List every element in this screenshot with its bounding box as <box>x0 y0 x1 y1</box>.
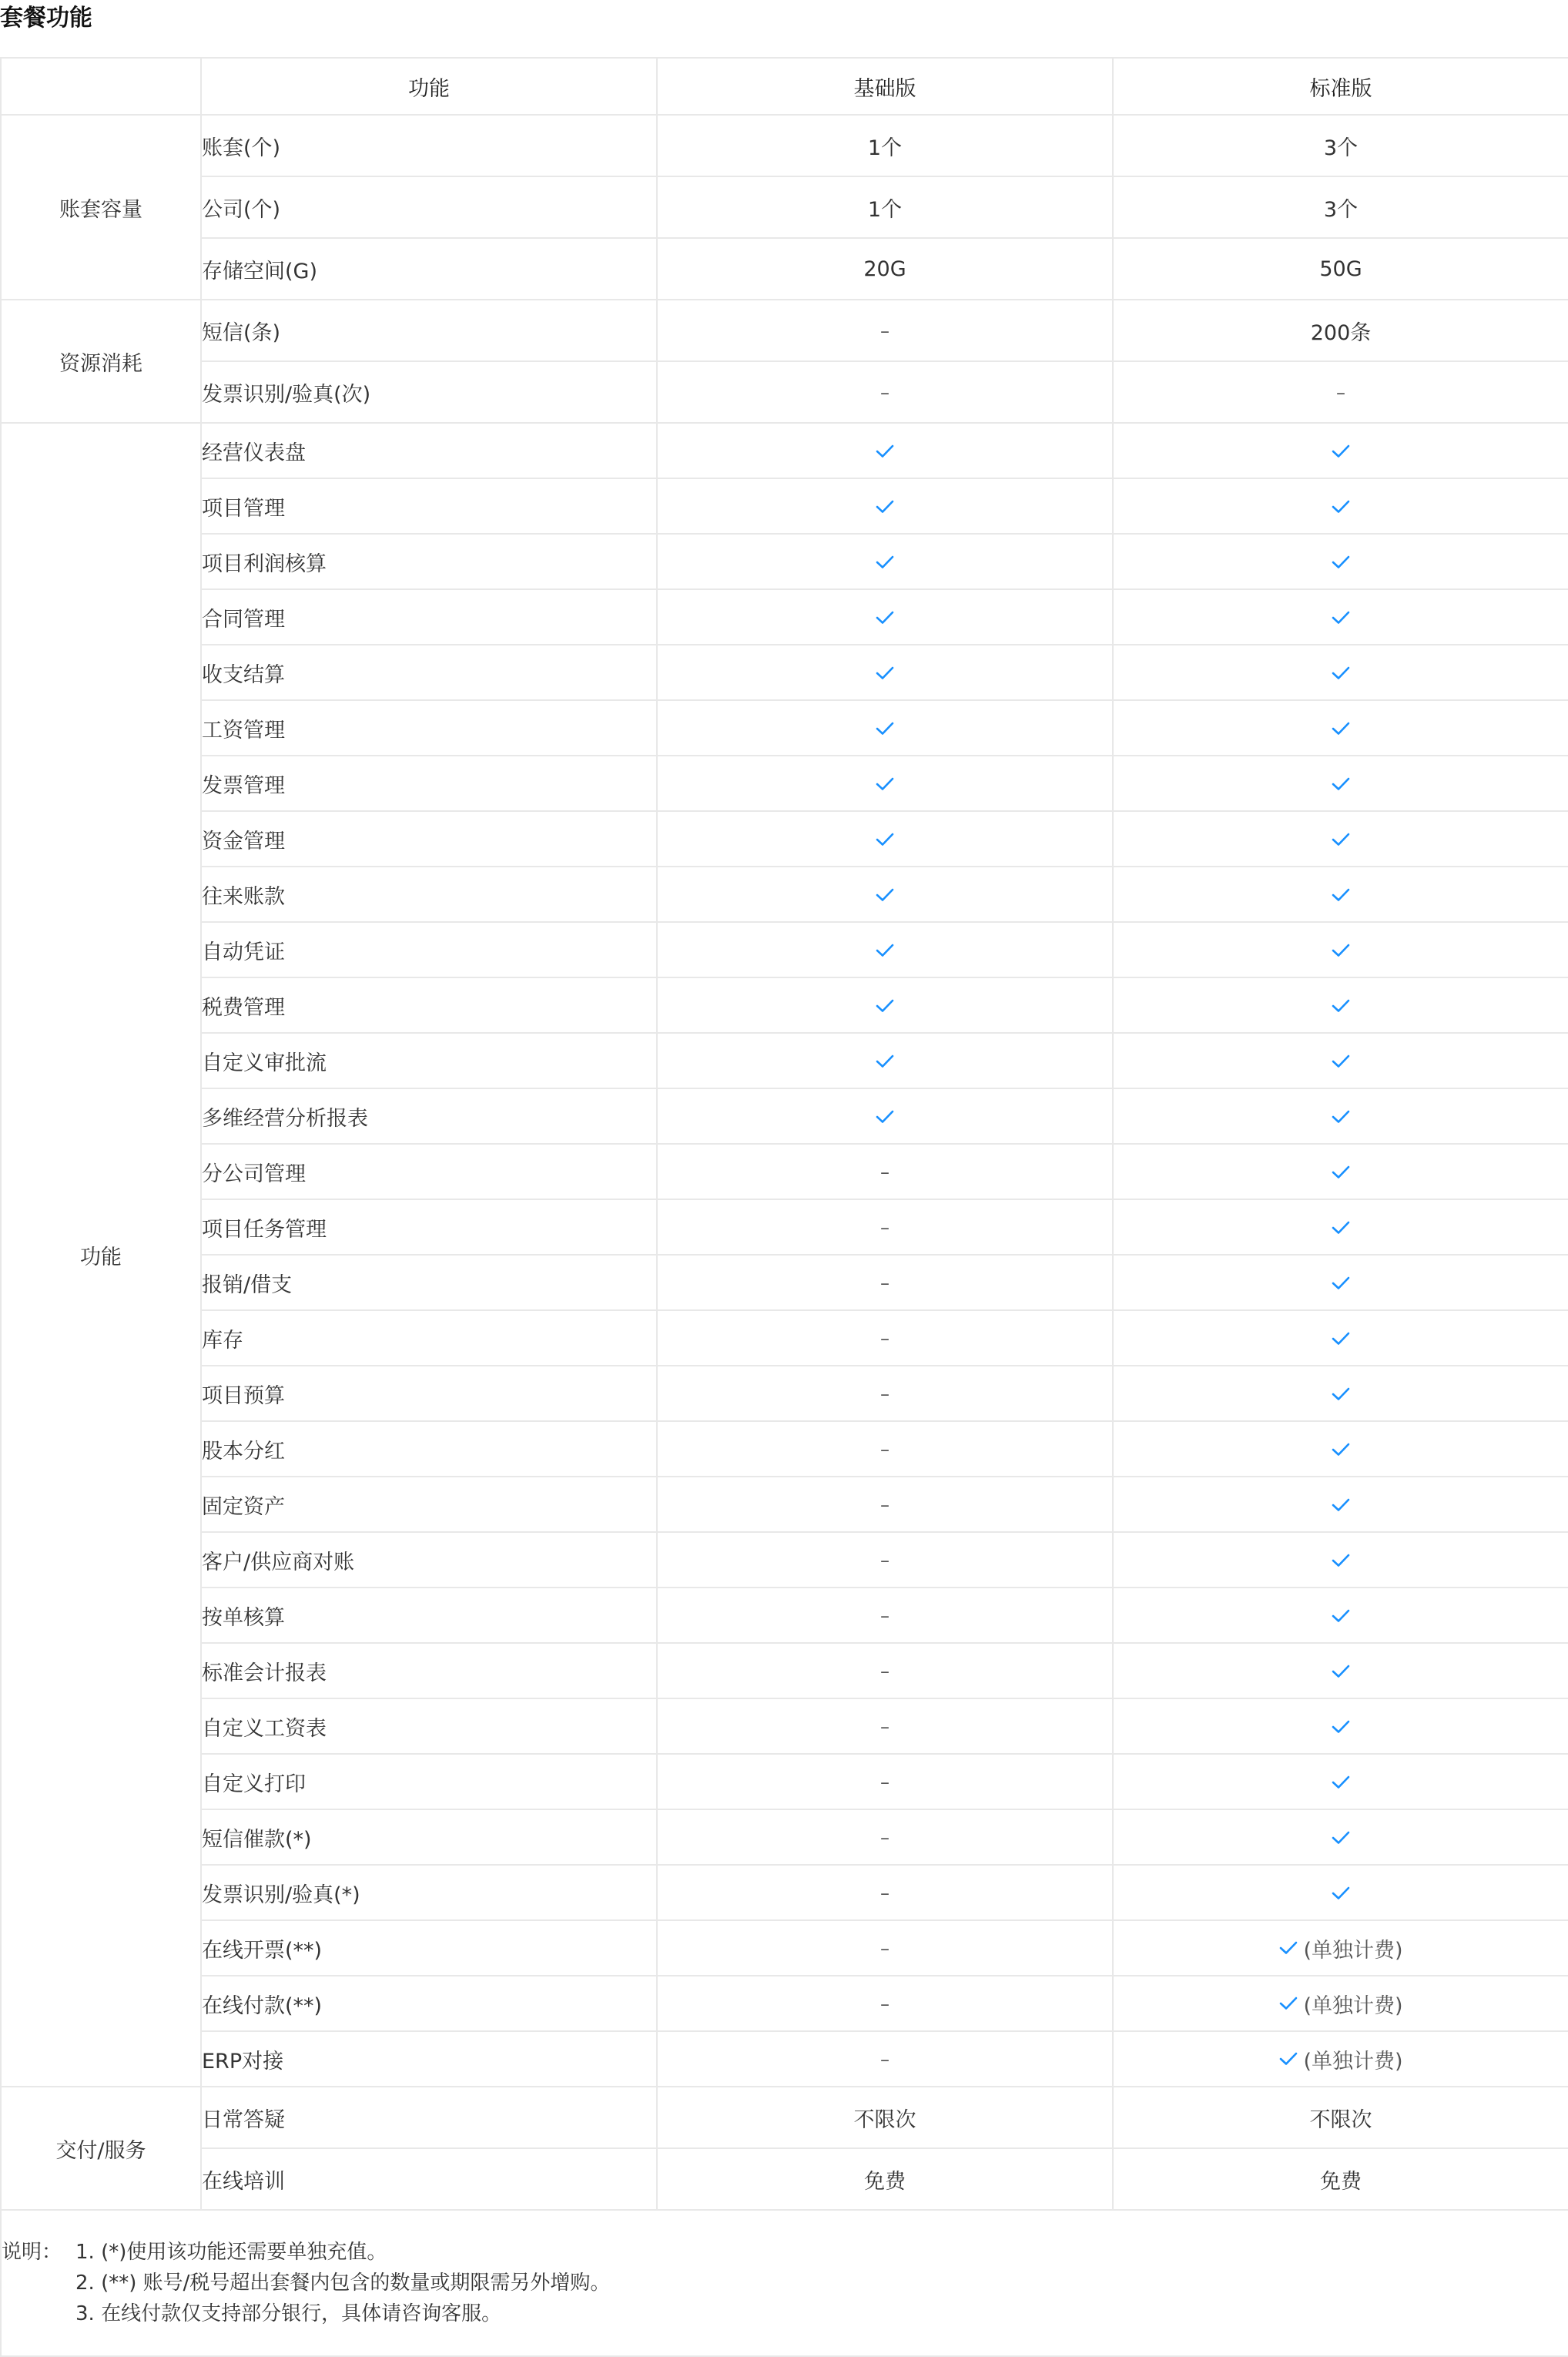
table-row <box>1 977 1568 1033</box>
standard-value: 3个 <box>1323 136 1359 160</box>
notes <box>2 2237 1568 2329</box>
table-row <box>1 1366 1568 1421</box>
feature-name: 发票识别/验真(*) <box>201 1865 657 1920</box>
basic-value: – <box>880 1438 890 1460</box>
feature-name: 自定义工资表 <box>201 1698 657 1754</box>
notes-row <box>1 2210 1568 2356</box>
standard-value-cell <box>1113 115 1568 176</box>
basic-value-cell <box>657 1698 1113 1754</box>
table-row <box>1 238 1568 300</box>
standard-value-cell <box>1113 1366 1568 1421</box>
checkmark-icon <box>875 943 895 958</box>
checkmark-icon <box>1331 1386 1351 1402</box>
basic-value-cell <box>657 922 1113 977</box>
table-row <box>1 700 1568 756</box>
basic-value-cell <box>657 423 1113 478</box>
notes-label: 说明： <box>2 2241 62 2264</box>
feature-name: 自动凭证 <box>201 922 657 977</box>
basic-value: 1个 <box>867 136 903 160</box>
basic-value-cell <box>657 361 1113 423</box>
table-row <box>1 1754 1568 1809</box>
basic-value-cell <box>657 1532 1113 1588</box>
basic-value-cell <box>657 238 1113 300</box>
standard-value: 50G <box>1319 256 1362 281</box>
checkmark-icon <box>1331 887 1351 903</box>
checkmark-icon <box>1278 1940 1298 1956</box>
checkmark-icon <box>875 887 895 903</box>
basic-value-cell <box>657 1199 1113 1255</box>
checkmark-icon <box>1331 1276 1351 1291</box>
basic-value-cell <box>657 1809 1113 1865</box>
standard-value-cell <box>1113 1144 1568 1199</box>
basic-value-cell <box>657 1366 1113 1421</box>
table-row <box>1 1698 1568 1754</box>
basic-value-cell <box>657 811 1113 867</box>
standard-value-cell <box>1113 2148 1568 2210</box>
basic-value-cell <box>657 115 1113 176</box>
checkmark-icon <box>1331 721 1351 736</box>
group-label: 功能 <box>1 423 201 2087</box>
checkmark-icon <box>875 776 895 792</box>
checkmark-icon <box>1331 666 1351 681</box>
feature-name: 发票管理 <box>201 756 657 811</box>
table-row <box>1 1976 1568 2031</box>
basic-value-cell <box>657 176 1113 238</box>
notes-item: 2. (**) 账号/税号超出套餐内包含的数量或期限需另外增购。 <box>75 2272 611 2295</box>
table-row <box>1 922 1568 977</box>
basic-value-cell <box>657 1754 1113 1809</box>
checkmark-icon <box>875 610 895 625</box>
standard-value-cell <box>1113 423 1568 478</box>
feature-name: 账套(个) <box>201 115 657 176</box>
feature-name: 多维经营分析报表 <box>201 1088 657 1144</box>
feature-name: 往来账款 <box>201 867 657 922</box>
header-group <box>1 58 201 115</box>
feature-name: 在线付款(**) <box>201 1976 657 2031</box>
basic-value: – <box>880 320 890 342</box>
standard-value-cell <box>1113 1255 1568 1310</box>
table-row <box>1 1643 1568 1698</box>
feature-name: 客户/供应商对账 <box>201 1532 657 1588</box>
table-row <box>1 1865 1568 1920</box>
feature-name: 分公司管理 <box>201 1144 657 1199</box>
standard-value-cell <box>1113 1532 1568 1588</box>
notes-item: 3. 在线付款仅支持部分银行，具体请咨询客服。 <box>75 2302 502 2325</box>
feature-name: 自定义审批流 <box>201 1033 657 1088</box>
basic-value-cell <box>657 300 1113 361</box>
standard-value-cell <box>1113 1588 1568 1643</box>
checkmark-icon <box>875 444 895 459</box>
standard-value-cell <box>1113 1920 1568 1976</box>
table-row <box>1 361 1568 423</box>
header-feature: 功能 <box>201 58 657 115</box>
checkmark-icon <box>875 1054 895 1069</box>
basic-value: – <box>880 2048 890 2070</box>
standard-value-cell <box>1113 1421 1568 1477</box>
table-row <box>1 1144 1568 1199</box>
table-row <box>1 423 1568 478</box>
table-row <box>1 1920 1568 1976</box>
table-row <box>1 867 1568 922</box>
standard-value-cell <box>1113 2087 1568 2148</box>
table-row <box>1 1310 1568 1366</box>
basic-value-cell <box>657 645 1113 700</box>
basic-value: – <box>880 1494 890 1516</box>
basic-value-cell <box>657 700 1113 756</box>
basic-value-cell <box>657 977 1113 1033</box>
notes-list <box>75 2237 610 2329</box>
checkmark-icon <box>875 499 895 515</box>
checkmark-icon <box>875 998 895 1014</box>
standard-value-cell <box>1113 1643 1568 1698</box>
standard-value-cell <box>1113 176 1568 238</box>
standard-value-cell <box>1113 589 1568 645</box>
checkmark-icon <box>1278 2051 1298 2067</box>
checkmark-icon <box>1331 1331 1351 1346</box>
standard-value-cell <box>1113 756 1568 811</box>
basic-value: 不限次 <box>853 2107 916 2132</box>
basic-value: 20G <box>863 256 906 281</box>
table-row <box>1 1421 1568 1477</box>
basic-value: – <box>880 1826 890 1849</box>
table-row <box>1 176 1568 238</box>
standard-value: 3个 <box>1323 197 1359 222</box>
table-row <box>1 589 1568 645</box>
basic-value-cell <box>657 2087 1113 2148</box>
basic-value-cell <box>657 1255 1113 1310</box>
standard-value-cell <box>1113 700 1568 756</box>
basic-value: – <box>880 1771 890 1793</box>
standard-value-cell <box>1113 238 1568 300</box>
basic-value: – <box>880 1383 890 1405</box>
feature-name: 存储空间(G) <box>201 238 657 300</box>
checkmark-icon <box>875 832 895 847</box>
feature-name: 项目利润核算 <box>201 534 657 589</box>
standard-value-cell <box>1113 1698 1568 1754</box>
standard-value-cell <box>1113 534 1568 589</box>
basic-value-cell <box>657 478 1113 534</box>
feature-name: 在线培训 <box>201 2148 657 2210</box>
feature-name: 项目预算 <box>201 1366 657 1421</box>
checkmark-icon <box>1331 1109 1351 1125</box>
basic-value-cell <box>657 1421 1113 1477</box>
basic-value-cell <box>657 1976 1113 2031</box>
table-row <box>1 534 1568 589</box>
feature-name: 在线开票(**) <box>201 1920 657 1976</box>
group-label: 资源消耗 <box>1 300 201 423</box>
checkmark-icon <box>1331 832 1351 847</box>
checkmark-icon <box>1331 499 1351 515</box>
plan-comparison-table <box>0 57 1568 2357</box>
checkmark-icon <box>875 555 895 570</box>
standard-value-cell <box>1113 867 1568 922</box>
checkmark-icon <box>1331 1719 1351 1735</box>
table-row <box>1 2087 1568 2148</box>
standard-value-cell <box>1113 1199 1568 1255</box>
table-row <box>1 1033 1568 1088</box>
basic-value-cell <box>657 867 1113 922</box>
basic-value: – <box>880 1216 890 1239</box>
standard-value-cell <box>1113 300 1568 361</box>
checkmark-icon <box>1331 1442 1351 1457</box>
basic-value: – <box>880 1327 890 1349</box>
table-row <box>1 300 1568 361</box>
standard-value: – <box>1336 381 1345 404</box>
table-row <box>1 2031 1568 2087</box>
basic-value-cell <box>657 756 1113 811</box>
basic-value: – <box>880 1660 890 1682</box>
checkmark-icon <box>1331 1775 1351 1790</box>
group-label: 交付/服务 <box>1 2087 201 2210</box>
feature-name: 按单核算 <box>201 1588 657 1643</box>
standard-value-cell <box>1113 922 1568 977</box>
table-row <box>1 1532 1568 1588</box>
basic-value-cell <box>657 1588 1113 1643</box>
basic-value-cell <box>657 1920 1113 1976</box>
table-row <box>1 645 1568 700</box>
checkmark-icon <box>1331 998 1351 1014</box>
standard-value-cell <box>1113 1033 1568 1088</box>
basic-value-cell <box>657 1865 1113 1920</box>
table-row <box>1 1477 1568 1532</box>
checkmark-icon <box>1331 1608 1351 1624</box>
feature-name: 日常答疑 <box>201 2087 657 2148</box>
checkmark-icon <box>1331 1664 1351 1679</box>
feature-name: 项目管理 <box>201 478 657 534</box>
checkmark-icon <box>1331 555 1351 570</box>
checkmark-icon <box>1331 1497 1351 1513</box>
group-label: 账套容量 <box>1 115 201 300</box>
feature-name: 工资管理 <box>201 700 657 756</box>
checkmark-icon <box>1331 1220 1351 1235</box>
feature-name: 发票识别/验真(次) <box>201 361 657 423</box>
basic-value-cell <box>657 1310 1113 1366</box>
feature-name: 合同管理 <box>201 589 657 645</box>
basic-value: – <box>880 381 890 404</box>
checkmark-icon <box>1331 1553 1351 1568</box>
billing-note: (单独计费) <box>1303 1938 1403 1963</box>
basic-value: – <box>880 1715 890 1738</box>
checkmark-icon <box>1331 776 1351 792</box>
standard-value: 不限次 <box>1309 2107 1372 2132</box>
feature-name: 股本分红 <box>201 1421 657 1477</box>
standard-value-cell <box>1113 1976 1568 2031</box>
feature-name: ERP对接 <box>201 2031 657 2087</box>
feature-name: 报销/借支 <box>201 1255 657 1310</box>
basic-value: 1个 <box>867 197 903 222</box>
standard-value-cell <box>1113 361 1568 423</box>
checkmark-icon <box>875 666 895 681</box>
standard-value-cell <box>1113 811 1568 867</box>
table-row <box>1 115 1568 176</box>
standard-value-cell <box>1113 1088 1568 1144</box>
basic-value: – <box>880 1882 890 1904</box>
header-basic-plan: 基础版 <box>657 58 1113 115</box>
notes-cell <box>1 2210 1568 2356</box>
basic-value-cell <box>657 1144 1113 1199</box>
checkmark-icon <box>1331 1165 1351 1180</box>
standard-value-cell <box>1113 2031 1568 2087</box>
basic-value-cell <box>657 1088 1113 1144</box>
checkmark-icon <box>1331 444 1351 459</box>
checkmark-icon <box>875 1109 895 1125</box>
header-standard-plan: 标准版 <box>1113 58 1568 115</box>
basic-value-cell <box>657 1033 1113 1088</box>
billing-note: (单独计费) <box>1303 1993 1403 2018</box>
standard-value-cell <box>1113 478 1568 534</box>
standard-value-cell <box>1113 977 1568 1033</box>
feature-name: 标准会计报表 <box>201 1643 657 1698</box>
basic-value: 免费 <box>864 2169 906 2194</box>
standard-value: 免费 <box>1320 2169 1362 2194</box>
standard-value-cell <box>1113 1865 1568 1920</box>
page-title: 套餐功能 <box>0 5 92 32</box>
feature-name: 项目任务管理 <box>201 1199 657 1255</box>
table-header-row <box>1 58 1568 115</box>
feature-name: 资金管理 <box>201 811 657 867</box>
standard-value-cell <box>1113 645 1568 700</box>
table-row <box>1 1255 1568 1310</box>
table-row <box>1 1809 1568 1865</box>
notes-item: 1. (*)使用该功能还需要单独充值。 <box>75 2241 387 2264</box>
standard-value-cell <box>1113 1310 1568 1366</box>
feature-name: 收支结算 <box>201 645 657 700</box>
feature-name: 自定义打印 <box>201 1754 657 1809</box>
standard-value: 200条 <box>1310 320 1372 345</box>
checkmark-icon <box>1278 1996 1298 2011</box>
checkmark-icon <box>1331 943 1351 958</box>
basic-value: – <box>880 1937 890 1960</box>
feature-name: 税费管理 <box>201 977 657 1033</box>
basic-value: – <box>880 1604 890 1627</box>
standard-value-cell <box>1113 1809 1568 1865</box>
basic-value-cell <box>657 2031 1113 2087</box>
checkmark-icon <box>1331 1054 1351 1069</box>
checkmark-icon <box>875 721 895 736</box>
basic-value-cell <box>657 1477 1113 1532</box>
checkmark-icon <box>1331 1886 1351 1901</box>
table-row <box>1 811 1568 867</box>
table-row <box>1 1588 1568 1643</box>
feature-name: 公司(个) <box>201 176 657 238</box>
checkmark-icon <box>1331 610 1351 625</box>
basic-value-cell <box>657 589 1113 645</box>
basic-value: – <box>880 1549 890 1571</box>
table-row <box>1 1088 1568 1144</box>
table-row <box>1 2148 1568 2210</box>
feature-name: 短信催款(*) <box>201 1809 657 1865</box>
billing-note: (单独计费) <box>1303 2049 1403 2074</box>
checkmark-icon <box>1331 1830 1351 1846</box>
basic-value: – <box>880 1993 890 2015</box>
table-row <box>1 478 1568 534</box>
feature-name: 经营仪表盘 <box>201 423 657 478</box>
standard-value-cell <box>1113 1754 1568 1809</box>
basic-value-cell <box>657 1643 1113 1698</box>
feature-name: 固定资产 <box>201 1477 657 1532</box>
feature-name: 库存 <box>201 1310 657 1366</box>
basic-value: – <box>880 1272 890 1294</box>
basic-value-cell <box>657 534 1113 589</box>
table-row <box>1 1199 1568 1255</box>
feature-name: 短信(条) <box>201 300 657 361</box>
basic-value: – <box>880 1161 890 1183</box>
standard-value-cell <box>1113 1477 1568 1532</box>
basic-value-cell <box>657 2148 1113 2210</box>
table-row <box>1 756 1568 811</box>
